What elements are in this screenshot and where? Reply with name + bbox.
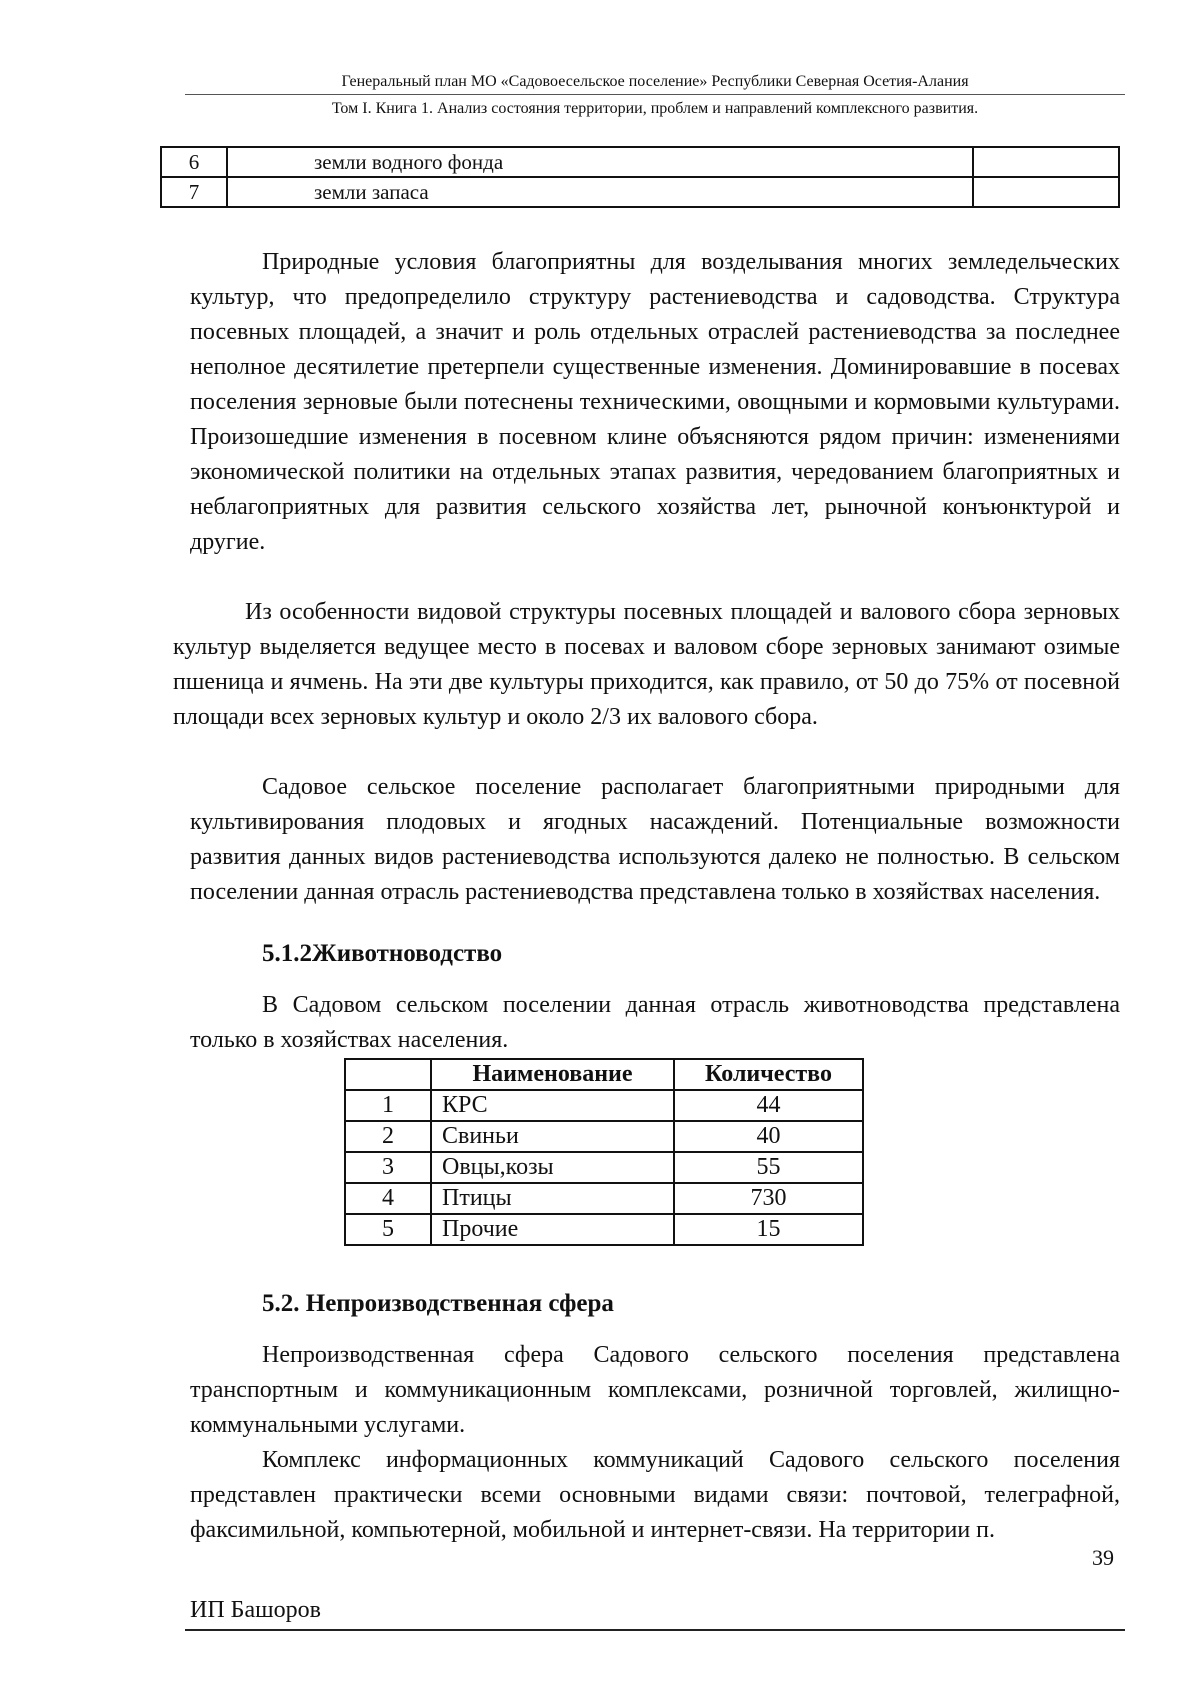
- section-heading-livestock: 5.1.2Животноводство: [262, 940, 503, 967]
- row-name: Птицы: [431, 1183, 674, 1214]
- row-number: 7: [161, 177, 227, 207]
- livestock-table: [344, 1058, 864, 1246]
- footer-author: ИП Башоров: [190, 1597, 321, 1623]
- row-quantity: 40: [674, 1121, 863, 1152]
- row-name: Овцы,козы: [431, 1152, 674, 1183]
- paragraph-orchards: [190, 770, 1120, 910]
- paragraph-non-production: [190, 1338, 1120, 1443]
- row-number: 4: [345, 1183, 431, 1214]
- table-row: [345, 1090, 863, 1121]
- column-header-name: Наименование: [431, 1059, 674, 1090]
- table-row: [345, 1214, 863, 1245]
- table-header-row: [345, 1059, 863, 1090]
- paragraph-livestock: [190, 988, 1120, 1058]
- column-header-quantity: Количество: [674, 1059, 863, 1090]
- column-header-number: [345, 1059, 431, 1090]
- land-table: [160, 146, 1120, 208]
- table-row: [161, 147, 1119, 177]
- paragraph-text: Из особенности видовой структуры посевных площадей и валового сбора зерновых культур выделяется ведущее место в посевах и валовом сборе зерновых занимают озимые пшеница и ячмень. На эти две культуры приходится, как правило, от 50 до 75% от посевной площади всех зерновых культур и около 2/3 их валового сбора.: [173, 599, 1120, 730]
- row-number: 6: [161, 147, 227, 177]
- row-quantity: 55: [674, 1152, 863, 1183]
- table-row: [161, 177, 1119, 207]
- row-name: Свиньи: [431, 1121, 674, 1152]
- row-number: 1: [345, 1090, 431, 1121]
- row-quantity: 15: [674, 1214, 863, 1245]
- row-name: Прочие: [431, 1214, 674, 1245]
- header-line-2: Том I. Книга 1. Анализ состояния территории, проблем и направлений комплексного развития.: [331, 100, 979, 117]
- row-value: [973, 177, 1119, 207]
- row-quantity: 730: [674, 1183, 863, 1214]
- row-number: 2: [345, 1121, 431, 1152]
- row-name: земли водного фонда: [227, 147, 973, 177]
- paragraph-text: Природные условия благоприятны для возделывания многих земледельческих культур, что предопределило структуру растениеводства и садоводства. Структура посевных площадей, а значит и роль отдельных отраслей растениеводства за последнее неполное десятилетие претерпели существенные изменения. Доминировавшие в посевах поселения зерновые были потеснены техническими, овощными и кормовыми культурами. Произошедшие изменения в посевном клине объясняются рядом причин: изменениями экономической политики на отдельных этапах развития, чередованием благоприятных и неблагоприятных для развития сельского хозяйства лет, рыночной конъюнктурой и другие.: [190, 249, 1120, 555]
- header-line-1: Генеральный план МО «Садовоесельское поселение» Республики Северная Осетия-Алания: [341, 73, 969, 90]
- header-divider: [185, 94, 1125, 95]
- row-quantity: 44: [674, 1090, 863, 1121]
- table-row: [345, 1183, 863, 1214]
- paragraph-text: Непроизводственная сфера Садового сельского поселения представлена транспортным и коммуникационным комплексами, розничной торговлей, жилищно-коммунальными услугами.: [190, 1342, 1120, 1438]
- row-number: 5: [345, 1214, 431, 1245]
- row-name: КРС: [431, 1090, 674, 1121]
- paragraph-text: В Садовом сельском поселении данная отрасль животноводства представлена только в хозяйствах населения.: [190, 992, 1120, 1053]
- paragraph-communications: [190, 1443, 1120, 1548]
- paragraph-text: Комплекс информационных коммуникаций Садового сельского поселения представлен практически всеми основными видами связи: почтовой, телеграфной, факсимильной, компьютерной, мобильной и интернет-связи. На территории п.: [190, 1447, 1120, 1543]
- row-name: земли запаса: [227, 177, 973, 207]
- table-row: [345, 1121, 863, 1152]
- paragraph-crop-conditions: [190, 245, 1120, 560]
- table-row: [345, 1152, 863, 1183]
- row-value: [973, 147, 1119, 177]
- section-heading-non-production: 5.2. Непроизводственная сфера: [262, 1290, 614, 1317]
- page-number: 39: [1092, 1545, 1114, 1570]
- row-number: 3: [345, 1152, 431, 1183]
- paragraph-text: Садовое сельское поселение располагает благоприятными природными для культивирования плодовых и ягодных насаждений. Потенциальные возможности развития данных видов растениеводства используются далеко не полностью. В сельском поселении данная отрасль растениеводства представлена только в хозяйствах населения.: [190, 774, 1120, 905]
- footer-divider: [185, 1629, 1125, 1631]
- paragraph-grain-structure: [173, 595, 1120, 735]
